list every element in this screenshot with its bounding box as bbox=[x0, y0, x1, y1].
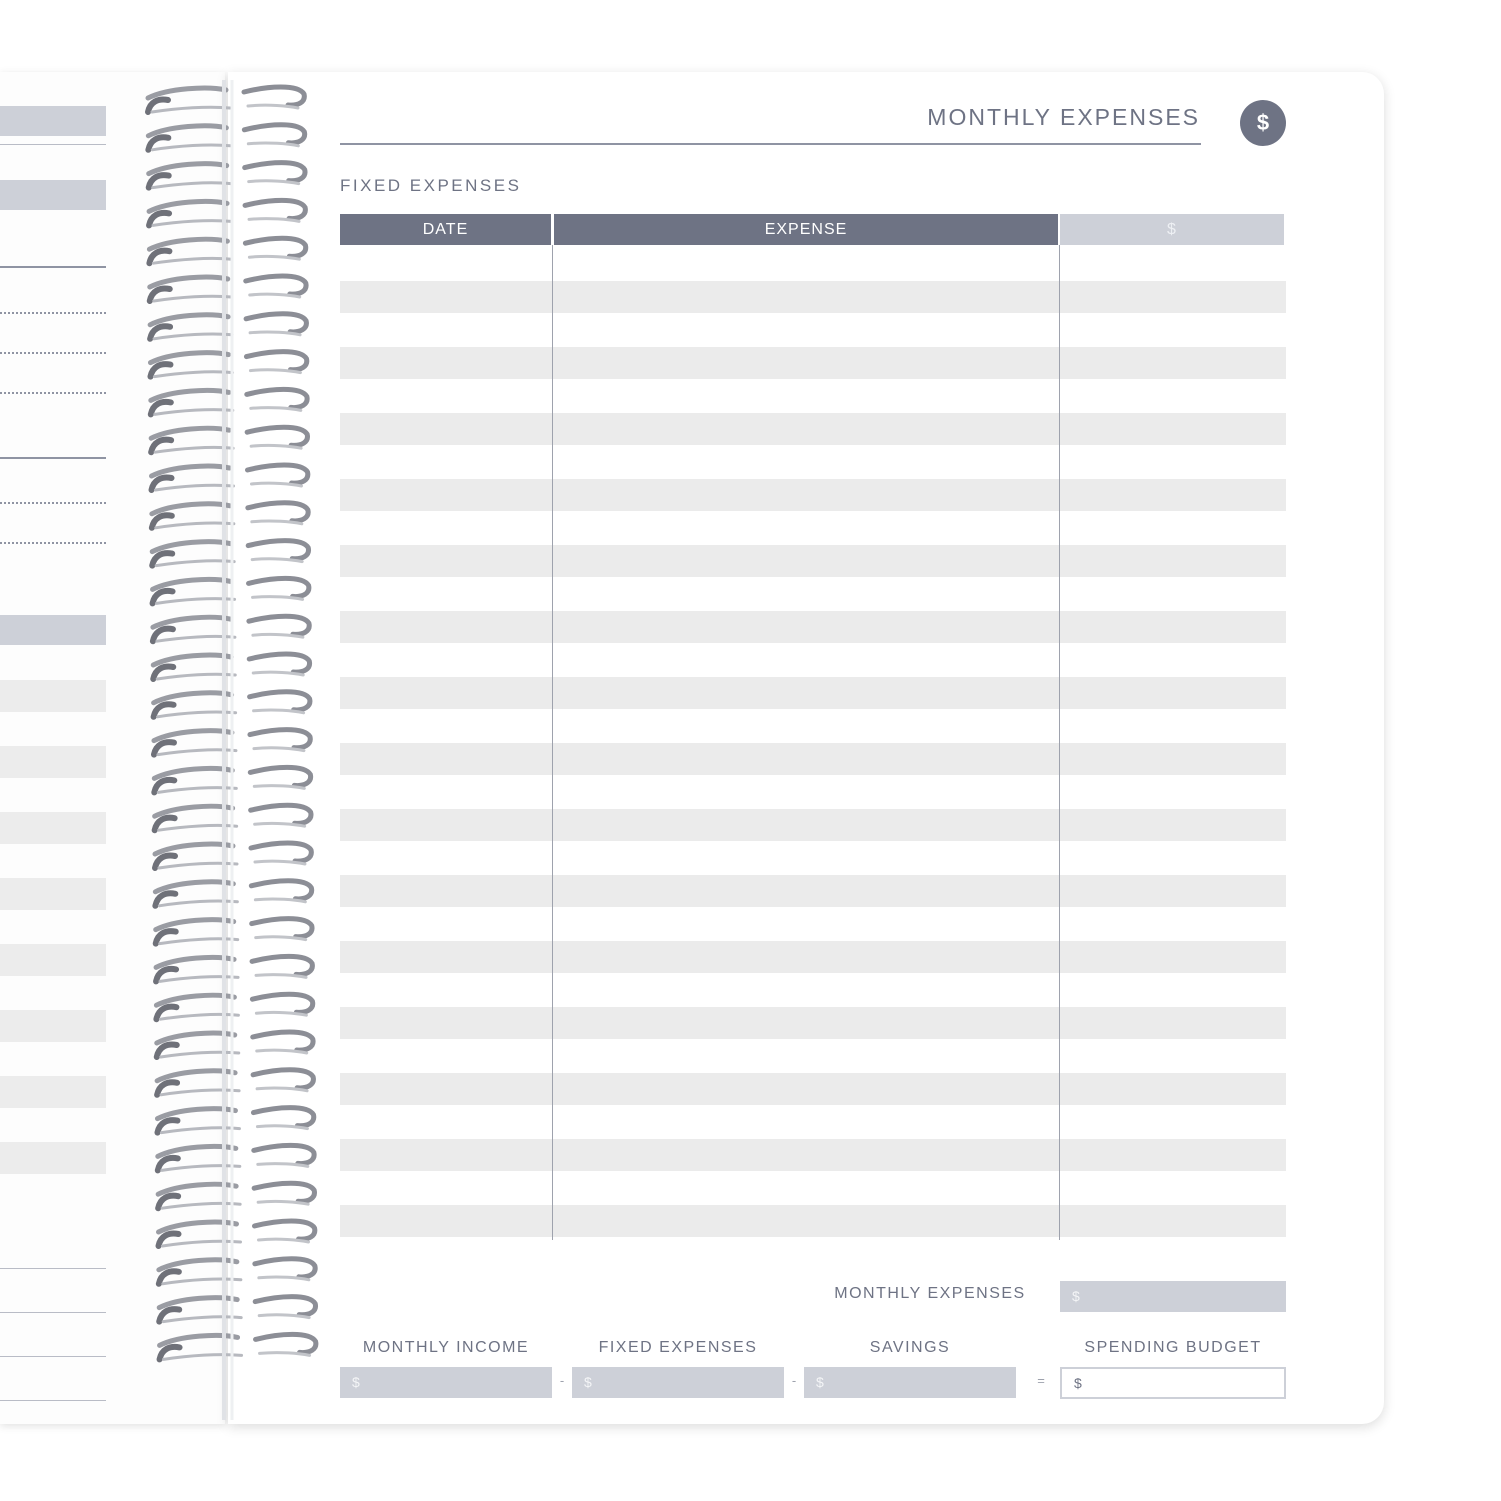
monthly-income-field[interactable]: $ bbox=[340, 1367, 552, 1398]
spiral-coil bbox=[250, 730, 310, 748]
spiral-coil bbox=[249, 219, 299, 222]
column-header-amount: $ bbox=[1060, 214, 1284, 245]
spiral-coil bbox=[148, 88, 226, 98]
spiral-coil bbox=[153, 655, 231, 665]
left-page-rule bbox=[0, 144, 106, 145]
spiral-coil bbox=[148, 126, 226, 136]
dollar-icon: $ bbox=[1240, 100, 1286, 146]
left-page-row bbox=[0, 878, 106, 910]
spiral-coil bbox=[149, 239, 227, 249]
minus-operator: - bbox=[559, 1373, 565, 1388]
spiral-coil bbox=[163, 1241, 241, 1246]
monthly-expenses-label: MONTHLY EXPENSES bbox=[834, 1285, 1026, 1302]
spiral-coil bbox=[253, 1032, 313, 1050]
left-page-rule bbox=[0, 266, 106, 268]
spiral-coil bbox=[253, 634, 303, 637]
spiral-coil bbox=[149, 164, 227, 174]
column-header-date: DATE bbox=[340, 214, 551, 245]
spiral-coil bbox=[255, 899, 305, 902]
spiral-coil bbox=[155, 410, 233, 415]
left-page-row bbox=[0, 1010, 106, 1042]
spiral-coil bbox=[155, 806, 233, 816]
spiral-coil bbox=[257, 1126, 307, 1129]
table-row[interactable] bbox=[340, 347, 1286, 379]
spiral-coil bbox=[246, 314, 306, 332]
spiral-coil bbox=[250, 294, 300, 297]
section-title: FIXED EXPENSES bbox=[340, 176, 522, 195]
spiral-coil bbox=[152, 542, 230, 552]
spiral-coil bbox=[254, 786, 304, 789]
spiral-coil bbox=[152, 107, 230, 112]
spiral-coil bbox=[155, 844, 233, 854]
spiral-coil bbox=[154, 296, 232, 301]
table-row[interactable] bbox=[340, 809, 1286, 841]
spiral-coil bbox=[153, 258, 231, 263]
spiral-coil bbox=[253, 597, 303, 600]
spiral-coil bbox=[248, 465, 308, 483]
spiral-coil bbox=[155, 447, 233, 452]
spiral-coil bbox=[248, 143, 298, 146]
left-page-rule bbox=[0, 1356, 106, 1357]
spiral-coil bbox=[257, 1088, 307, 1091]
title-rule bbox=[340, 143, 1201, 145]
spiral-coil bbox=[245, 163, 305, 181]
spiral-coil bbox=[258, 1164, 308, 1167]
spiral-coil bbox=[252, 521, 302, 524]
spending-budget-label: SPENDING BUDGET bbox=[1084, 1339, 1262, 1356]
page-title: MONTHLY EXPENSES bbox=[927, 104, 1200, 130]
spiral-coil bbox=[253, 1070, 313, 1088]
column-header-expense: EXPENSE bbox=[554, 214, 1058, 245]
spiral-coil bbox=[154, 372, 232, 377]
spiral-coil bbox=[152, 466, 230, 476]
spiral-coil bbox=[253, 1108, 313, 1126]
spiral-coil bbox=[154, 693, 232, 703]
spiral-coil bbox=[163, 1279, 241, 1284]
spiral-coil bbox=[251, 805, 311, 823]
spiral-coil bbox=[256, 975, 306, 978]
left-page-header-bar bbox=[0, 615, 106, 645]
monthly-income-label: MONTHLY INCOME bbox=[362, 1339, 530, 1356]
spiral-coil bbox=[154, 768, 232, 778]
left-page-row bbox=[0, 746, 106, 778]
spiral-coil bbox=[251, 445, 301, 448]
spiral-coil bbox=[252, 483, 302, 486]
spiral-coil bbox=[252, 994, 312, 1012]
spiral-coil bbox=[244, 87, 304, 105]
spiral-coil bbox=[248, 105, 298, 108]
spiral-coil bbox=[254, 1183, 314, 1201]
spiral-coil bbox=[248, 541, 308, 559]
spiral-coil bbox=[253, 672, 303, 675]
spiral-coil bbox=[247, 427, 307, 445]
table-row[interactable] bbox=[340, 743, 1286, 775]
spiral-coil bbox=[155, 882, 233, 892]
spiral-coil bbox=[254, 710, 304, 713]
spiral-coil bbox=[256, 1334, 316, 1352]
spiral-coil bbox=[244, 125, 304, 143]
spiral-coil bbox=[251, 881, 311, 899]
table-row[interactable] bbox=[340, 1073, 1286, 1105]
spiral-coil bbox=[250, 370, 300, 373]
table-row[interactable] bbox=[340, 875, 1286, 907]
spiral-coil bbox=[255, 1259, 315, 1277]
spiral-coil bbox=[150, 277, 228, 287]
left-page-header-bar bbox=[0, 106, 106, 136]
spiral-coil bbox=[248, 503, 308, 521]
spiral-coil bbox=[259, 1315, 309, 1318]
spiral-coil bbox=[260, 1353, 310, 1356]
spiral-coil bbox=[152, 504, 230, 514]
spiral-coil bbox=[249, 616, 309, 634]
spiral-coil bbox=[249, 181, 299, 184]
spiral-coil bbox=[250, 767, 310, 785]
fixed-expenses-field[interactable]: $ bbox=[572, 1367, 784, 1398]
spiral-coil bbox=[153, 579, 231, 589]
table-row[interactable] bbox=[340, 1205, 1286, 1237]
spiral-coil bbox=[161, 1128, 239, 1133]
spiral-coil bbox=[251, 408, 301, 411]
spiral-coil bbox=[255, 1297, 315, 1315]
left-page-rule bbox=[0, 1400, 106, 1401]
spiral-coil bbox=[249, 654, 309, 672]
left-page-rule bbox=[0, 1312, 106, 1313]
spiral-coil bbox=[150, 315, 228, 325]
left-page-dotted-line bbox=[0, 392, 106, 394]
spiral-coil bbox=[152, 145, 230, 150]
spiral-coil bbox=[161, 1090, 239, 1095]
spiral-coil bbox=[252, 919, 312, 937]
spiral-coil bbox=[153, 617, 231, 627]
table-row[interactable] bbox=[340, 545, 1286, 577]
spiral-coil bbox=[250, 332, 300, 335]
spiral-coil bbox=[259, 1239, 309, 1242]
spiral-coil bbox=[164, 1355, 242, 1360]
spiral-coil bbox=[250, 692, 310, 710]
equals-operator: = bbox=[1037, 1373, 1045, 1388]
spiral-coil bbox=[255, 823, 305, 826]
table-row[interactable] bbox=[340, 281, 1286, 313]
savings-label: SAVINGS bbox=[869, 1339, 951, 1356]
column-divider bbox=[552, 245, 553, 1240]
left-page-rule bbox=[0, 1268, 106, 1269]
spiral-coil bbox=[259, 1277, 309, 1280]
spiral-coil bbox=[254, 1145, 314, 1163]
spiral-coil bbox=[160, 1014, 238, 1019]
spiral-coil bbox=[151, 390, 229, 400]
left-page-row bbox=[0, 680, 106, 712]
table-row[interactable] bbox=[340, 1007, 1286, 1039]
left-page-dotted-line bbox=[0, 312, 106, 314]
table-row[interactable] bbox=[340, 611, 1286, 643]
left-page-row bbox=[0, 812, 106, 844]
spiral-coil bbox=[246, 276, 306, 294]
spiral-binding bbox=[140, 80, 320, 1420]
spiral-coil bbox=[162, 1203, 240, 1208]
spiral-coil bbox=[256, 937, 306, 940]
table-row[interactable] bbox=[340, 941, 1286, 973]
spiral-coil bbox=[255, 861, 305, 864]
spiral-coil bbox=[256, 1012, 306, 1015]
left-page-dotted-line bbox=[0, 502, 106, 504]
spiral-coil bbox=[163, 1317, 241, 1322]
table-row[interactable] bbox=[340, 479, 1286, 511]
spiral-coil bbox=[254, 748, 304, 751]
spiral-coil bbox=[251, 843, 311, 861]
spiral-coil bbox=[162, 1166, 240, 1171]
minus-operator: - bbox=[791, 1373, 797, 1388]
table-row[interactable] bbox=[340, 677, 1286, 709]
spiral-coil bbox=[258, 1201, 308, 1204]
monthly-expenses-field[interactable]: $ bbox=[1060, 1281, 1286, 1312]
spiral-coil bbox=[245, 200, 305, 218]
left-page-row bbox=[0, 1076, 106, 1108]
left-page-row bbox=[0, 1142, 106, 1174]
left-page-rule bbox=[0, 457, 106, 459]
spiral-coil bbox=[255, 1221, 315, 1239]
spiral-coil bbox=[153, 183, 231, 188]
spiral-coil bbox=[161, 1052, 239, 1057]
spiral-coil bbox=[149, 201, 227, 211]
table-row[interactable] bbox=[340, 413, 1286, 445]
left-page-row bbox=[0, 944, 106, 976]
spiral-coil bbox=[252, 559, 302, 562]
spiral-coil bbox=[257, 1050, 307, 1053]
spiral-coil bbox=[151, 428, 229, 438]
left-page-header-bar bbox=[0, 180, 106, 210]
spiral-coil bbox=[252, 956, 312, 974]
spiral-coil bbox=[150, 353, 228, 363]
spiral-coil bbox=[249, 578, 309, 596]
spiral-coil bbox=[246, 352, 306, 370]
spending-budget-field[interactable]: $ bbox=[1060, 1367, 1286, 1399]
savings-field[interactable]: $ bbox=[804, 1367, 1016, 1398]
left-page-dotted-line bbox=[0, 542, 106, 544]
spiral-coil bbox=[245, 238, 305, 256]
table-row[interactable] bbox=[340, 1139, 1286, 1171]
spiral-coil bbox=[156, 485, 234, 490]
fixed-expenses-label: FIXED EXPENSES bbox=[598, 1339, 758, 1356]
spiral-coil bbox=[249, 256, 299, 259]
spiral-coil bbox=[160, 977, 238, 982]
spiral-coil bbox=[153, 221, 231, 226]
spiral-coil bbox=[154, 334, 232, 339]
spiral-coil bbox=[154, 731, 232, 741]
left-page-dotted-line bbox=[0, 352, 106, 354]
spiral-coil bbox=[247, 389, 307, 407]
column-divider bbox=[1059, 245, 1060, 1240]
